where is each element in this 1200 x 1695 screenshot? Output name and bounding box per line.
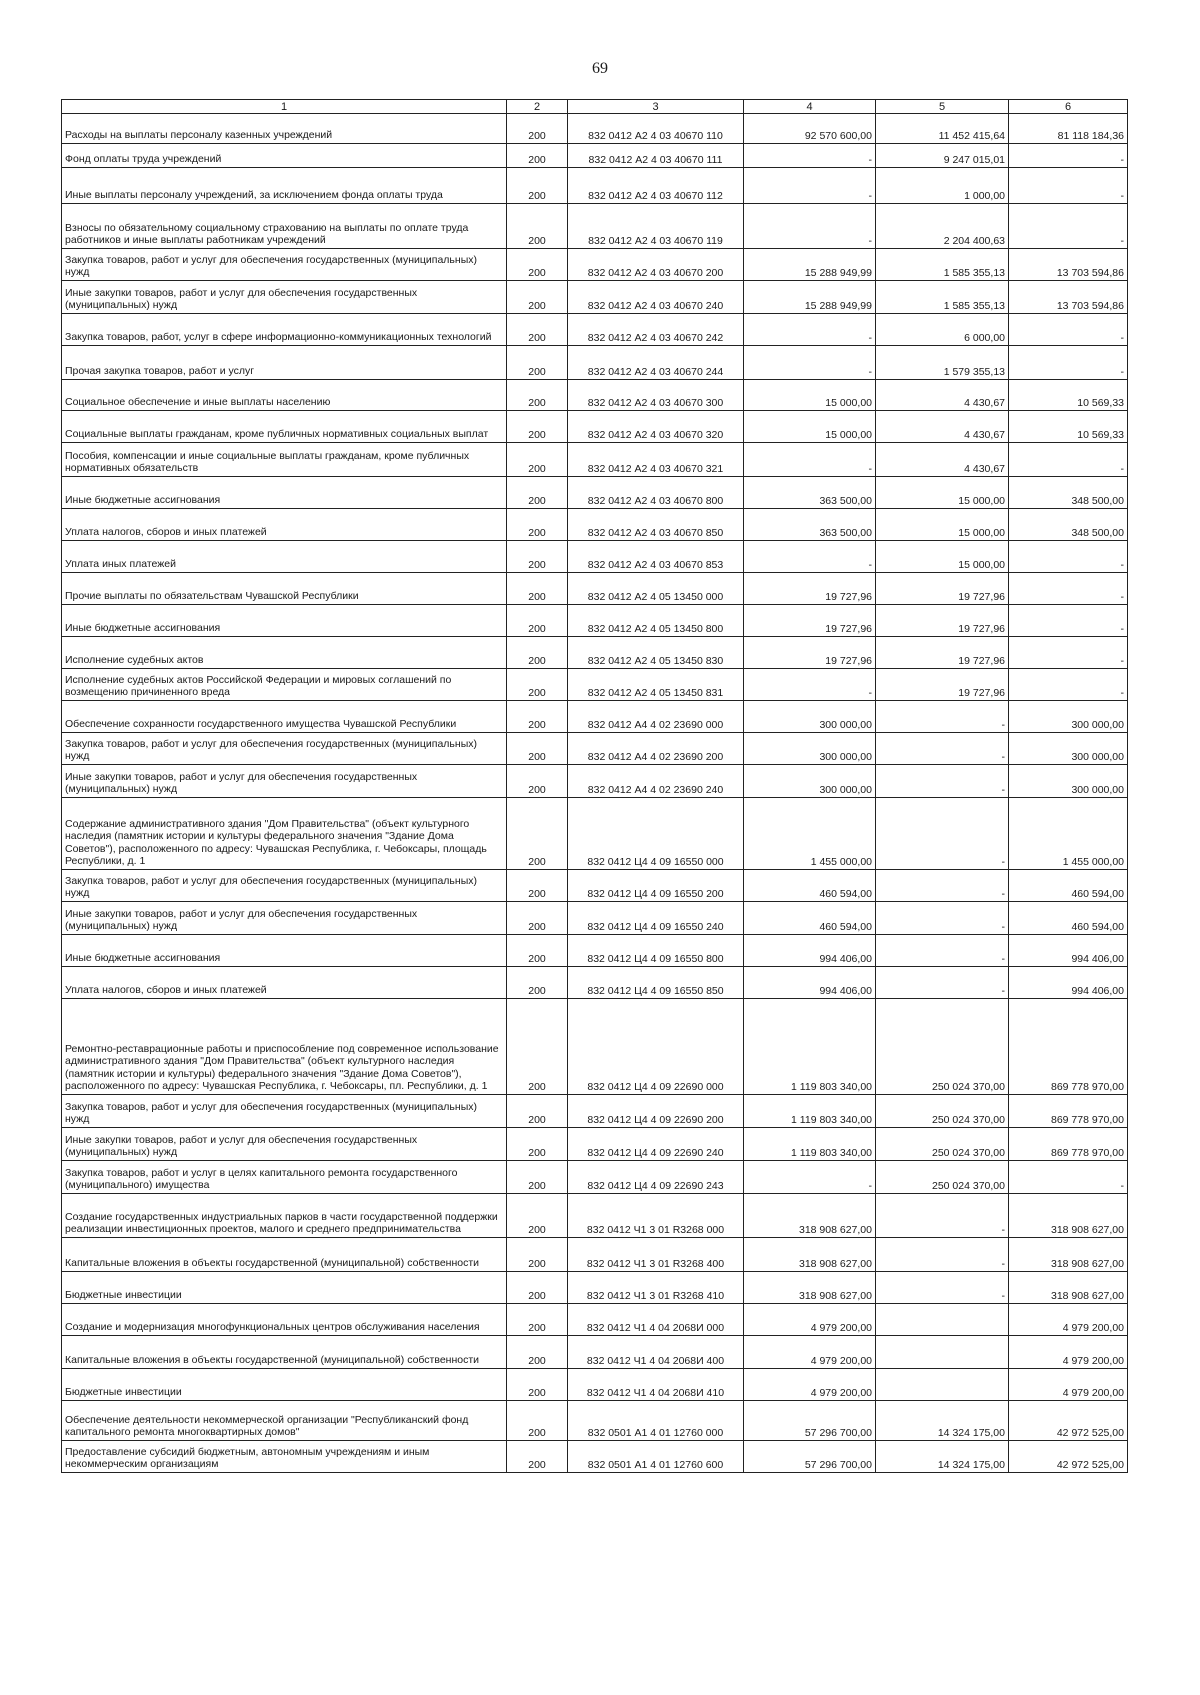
cell-code: 200	[507, 380, 568, 411]
cell-c4: 994 406,00	[744, 935, 876, 967]
cell-name: Пособия, компенсации и иные социальные выплаты гражданам, кроме публичных нормативных обязательств	[62, 443, 507, 477]
cell-kbk: 832 0412 А2 4 05 13450 800	[568, 605, 744, 637]
table-row	[62, 967, 1128, 999]
table-row	[62, 1304, 1128, 1336]
table-row	[62, 798, 1128, 870]
cell-c5: 1 585 355,13	[876, 281, 1009, 314]
cell-kbk: 832 0412 А2 4 03 40670 800	[568, 477, 744, 509]
cell-code: 200	[507, 509, 568, 541]
cell-kbk: 832 0412 А2 4 03 40670 110	[568, 114, 744, 144]
cell-c6: 42 972 525,00	[1009, 1401, 1128, 1441]
table-row	[62, 114, 1128, 144]
cell-name: Ремонтно-реставрационные работы и приспособление под современное использование административного здания "Дом Правительства" (объект культурного наследия (памятник истории и культуры) федерального значения "Здание Дома Советов"), расположенного по адресу: Чувашская Республика, г. Чебоксары, пл. Республики, д. 1	[62, 999, 507, 1095]
table-row	[62, 605, 1128, 637]
cell-name: Иные бюджетные ассигнования	[62, 605, 507, 637]
cell-c5: 4 430,67	[876, 411, 1009, 443]
cell-c4: 318 908 627,00	[744, 1272, 876, 1304]
cell-code: 200	[507, 1441, 568, 1473]
cell-c6: 869 778 970,00	[1009, 1128, 1128, 1161]
cell-name: Закупка товаров, работ и услуг для обеспечения государственных (муниципальных) нужд	[62, 249, 507, 281]
cell-kbk: 832 0412 Ч1 3 01 R3268 400	[568, 1238, 744, 1272]
cell-c5: 1 000,00	[876, 168, 1009, 204]
cell-c4: -	[744, 314, 876, 346]
cell-c4: 460 594,00	[744, 870, 876, 902]
cell-code: 200	[507, 701, 568, 733]
cell-c5: 15 000,00	[876, 541, 1009, 573]
cell-name: Создание и модернизация многофункциональных центров обслуживания населения	[62, 1304, 507, 1336]
col-header-4: 4	[744, 100, 876, 114]
cell-c5: -	[876, 765, 1009, 798]
cell-c6: 994 406,00	[1009, 935, 1128, 967]
cell-code: 200	[507, 1336, 568, 1369]
cell-c5: -	[876, 870, 1009, 902]
cell-kbk: 832 0412 А2 4 03 40670 240	[568, 281, 744, 314]
cell-c4: -	[744, 144, 876, 168]
table-row	[62, 411, 1128, 443]
col-header-5: 5	[876, 100, 1009, 114]
cell-c5: 250 024 370,00	[876, 999, 1009, 1095]
cell-kbk: 832 0412 А2 4 03 40670 853	[568, 541, 744, 573]
cell-kbk: 832 0412 А2 4 03 40670 850	[568, 509, 744, 541]
cell-name: Бюджетные инвестиции	[62, 1272, 507, 1304]
cell-c6: 318 908 627,00	[1009, 1238, 1128, 1272]
cell-kbk: 832 0412 Ц4 4 09 16550 000	[568, 798, 744, 870]
header-row	[62, 100, 1128, 114]
cell-name: Прочая закупка товаров, работ и услуг	[62, 346, 507, 380]
cell-code: 200	[507, 637, 568, 669]
cell-kbk: 832 0412 Ц4 4 09 22690 240	[568, 1128, 744, 1161]
cell-c4: 318 908 627,00	[744, 1238, 876, 1272]
table-row	[62, 573, 1128, 605]
cell-c4: 1 119 803 340,00	[744, 1128, 876, 1161]
cell-c6: -	[1009, 637, 1128, 669]
cell-c5: -	[876, 902, 1009, 935]
table-row	[62, 1194, 1128, 1238]
cell-c4: 318 908 627,00	[744, 1194, 876, 1238]
cell-kbk: 832 0412 А2 4 05 13450 000	[568, 573, 744, 605]
cell-c4: 1 455 000,00	[744, 798, 876, 870]
cell-c4: -	[744, 168, 876, 204]
cell-code: 200	[507, 1095, 568, 1128]
cell-c4: 1 119 803 340,00	[744, 1095, 876, 1128]
cell-c6: 460 594,00	[1009, 902, 1128, 935]
cell-c5: 9 247 015,01	[876, 144, 1009, 168]
cell-c6: -	[1009, 541, 1128, 573]
cell-c5: -	[876, 1194, 1009, 1238]
cell-name: Исполнение судебных актов Российской Федерации и мировых соглашений по возмещению причиненного вреда	[62, 669, 507, 701]
cell-c5: 250 024 370,00	[876, 1161, 1009, 1194]
cell-c5	[876, 1336, 1009, 1369]
cell-name: Капитальные вложения в объекты государственной (муниципальной) собственности	[62, 1336, 507, 1369]
cell-c4: 363 500,00	[744, 509, 876, 541]
cell-c4: -	[744, 204, 876, 249]
cell-c5: -	[876, 733, 1009, 765]
cell-c4: 15 000,00	[744, 411, 876, 443]
cell-name: Иные бюджетные ассигнования	[62, 477, 507, 509]
cell-kbk: 832 0412 Ч1 4 04 2068И 400	[568, 1336, 744, 1369]
cell-c6: 869 778 970,00	[1009, 999, 1128, 1095]
cell-code: 200	[507, 870, 568, 902]
cell-name: Закупка товаров, работ, услуг в сфере информационно-коммуникационных технологий	[62, 314, 507, 346]
cell-c6: -	[1009, 204, 1128, 249]
table-row	[62, 281, 1128, 314]
cell-c6: 4 979 200,00	[1009, 1369, 1128, 1401]
cell-c5: 11 452 415,64	[876, 114, 1009, 144]
cell-c5: -	[876, 1272, 1009, 1304]
table-row	[62, 701, 1128, 733]
cell-c6: 13 703 594,86	[1009, 281, 1128, 314]
cell-c4: 4 979 200,00	[744, 1336, 876, 1369]
cell-c6: 348 500,00	[1009, 477, 1128, 509]
cell-code: 200	[507, 765, 568, 798]
cell-c6: 318 908 627,00	[1009, 1272, 1128, 1304]
cell-c5: -	[876, 1238, 1009, 1272]
cell-c5: -	[876, 701, 1009, 733]
cell-c4: 15 288 949,99	[744, 281, 876, 314]
cell-code: 200	[507, 114, 568, 144]
table-row	[62, 870, 1128, 902]
table-row	[62, 1128, 1128, 1161]
cell-name: Закупка товаров, работ и услуг для обеспечения государственных (муниципальных) нужд	[62, 1095, 507, 1128]
cell-c5: 19 727,96	[876, 573, 1009, 605]
table-row	[62, 669, 1128, 701]
cell-kbk: 832 0412 Ч1 4 04 2068И 000	[568, 1304, 744, 1336]
cell-c6: -	[1009, 144, 1128, 168]
cell-c6: 4 979 200,00	[1009, 1304, 1128, 1336]
cell-c5: 4 430,67	[876, 443, 1009, 477]
cell-c6: 42 972 525,00	[1009, 1441, 1128, 1473]
table-row	[62, 1238, 1128, 1272]
cell-name: Создание государственных индустриальных парков в части государственной поддержки реализации инвестиционных проектов, малого и среднего предпринимательства	[62, 1194, 507, 1238]
cell-name: Расходы на выплаты персоналу казенных учреждений	[62, 114, 507, 144]
cell-c4: 15 000,00	[744, 380, 876, 411]
cell-kbk: 832 0412 А2 4 03 40670 300	[568, 380, 744, 411]
cell-c5: 19 727,96	[876, 637, 1009, 669]
table-row	[62, 902, 1128, 935]
cell-c4: -	[744, 541, 876, 573]
cell-name: Уплата налогов, сборов и иных платежей	[62, 509, 507, 541]
cell-c5	[876, 1369, 1009, 1401]
cell-c4: -	[744, 346, 876, 380]
cell-kbk: 832 0501 А1 4 01 12760 600	[568, 1441, 744, 1473]
table-row	[62, 477, 1128, 509]
table-row	[62, 733, 1128, 765]
page-number: 69	[592, 60, 608, 77]
cell-name: Исполнение судебных актов	[62, 637, 507, 669]
cell-name: Иные закупки товаров, работ и услуг для обеспечения государственных (муниципальных) нужд	[62, 765, 507, 798]
table-row	[62, 1401, 1128, 1441]
cell-kbk: 832 0412 Ц4 4 09 22690 000	[568, 999, 744, 1095]
table-row	[62, 346, 1128, 380]
table-body	[62, 114, 1128, 1473]
table-row	[62, 637, 1128, 669]
cell-c6: 4 979 200,00	[1009, 1336, 1128, 1369]
cell-name: Содержание административного здания "Дом Правительства" (объект культурного наследия (памятник истории и культуры федерального значения "Здание Дома Советов"), расположенного по адресу: Чувашская Республика, г. Чебоксары, площадь Республики, д. 1	[62, 798, 507, 870]
table-row	[62, 1369, 1128, 1401]
cell-kbk: 832 0412 А2 4 05 13450 830	[568, 637, 744, 669]
cell-c5: 19 727,96	[876, 605, 1009, 637]
col-header-2: 2	[507, 100, 568, 114]
cell-name: Фонд оплаты труда учреждений	[62, 144, 507, 168]
table-row	[62, 935, 1128, 967]
cell-c6: -	[1009, 1161, 1128, 1194]
cell-name: Иные закупки товаров, работ и услуг для обеспечения государственных (муниципальных) нужд	[62, 281, 507, 314]
cell-code: 200	[507, 999, 568, 1095]
cell-c6: -	[1009, 605, 1128, 637]
cell-c5	[876, 1304, 1009, 1336]
cell-c5: 250 024 370,00	[876, 1095, 1009, 1128]
cell-c5: -	[876, 967, 1009, 999]
cell-code: 200	[507, 541, 568, 573]
table-row	[62, 204, 1128, 249]
cell-name: Закупка товаров, работ и услуг в целях капитального ремонта государственного (муниципального) имущества	[62, 1161, 507, 1194]
table-row	[62, 1441, 1128, 1473]
cell-name: Социальное обеспечение и иные выплаты населению	[62, 380, 507, 411]
cell-kbk: 832 0412 Ц4 4 09 22690 243	[568, 1161, 744, 1194]
cell-c6: 348 500,00	[1009, 509, 1128, 541]
cell-kbk: 832 0412 Ц4 4 09 16550 200	[568, 870, 744, 902]
cell-name: Иные выплаты персоналу учреждений, за исключением фонда оплаты труда	[62, 168, 507, 204]
cell-kbk: 832 0412 Ч1 4 04 2068И 410	[568, 1369, 744, 1401]
table-row	[62, 168, 1128, 204]
cell-kbk: 832 0501 А1 4 01 12760 000	[568, 1401, 744, 1441]
cell-kbk: 832 0412 Ц4 4 09 22690 200	[568, 1095, 744, 1128]
cell-c4: 4 979 200,00	[744, 1369, 876, 1401]
cell-kbk: 832 0412 А2 4 03 40670 200	[568, 249, 744, 281]
cell-c6: -	[1009, 443, 1128, 477]
cell-c5: 14 324 175,00	[876, 1441, 1009, 1473]
cell-name: Иные закупки товаров, работ и услуг для обеспечения государственных (муниципальных) нужд	[62, 902, 507, 935]
cell-name: Прочие выплаты по обязательствам Чувашской Республики	[62, 573, 507, 605]
cell-c5: 1 579 355,13	[876, 346, 1009, 380]
cell-kbk: 832 0412 А2 4 05 13450 831	[568, 669, 744, 701]
table-row	[62, 999, 1128, 1095]
cell-name: Закупка товаров, работ и услуг для обеспечения государственных (муниципальных) нужд	[62, 870, 507, 902]
cell-c4: 994 406,00	[744, 967, 876, 999]
table-row	[62, 380, 1128, 411]
cell-c4: 300 000,00	[744, 765, 876, 798]
cell-code: 200	[507, 967, 568, 999]
cell-c6: 300 000,00	[1009, 701, 1128, 733]
col-header-6: 6	[1009, 100, 1128, 114]
cell-c6: 1 455 000,00	[1009, 798, 1128, 870]
cell-code: 200	[507, 1128, 568, 1161]
cell-c4: 92 570 600,00	[744, 114, 876, 144]
col-header-3: 3	[568, 100, 744, 114]
cell-c6: -	[1009, 168, 1128, 204]
cell-name: Иные бюджетные ассигнования	[62, 935, 507, 967]
table-header	[62, 100, 1128, 114]
cell-kbk: 832 0412 А2 4 03 40670 321	[568, 443, 744, 477]
cell-code: 200	[507, 144, 568, 168]
cell-kbk: 832 0412 А2 4 03 40670 119	[568, 204, 744, 249]
cell-code: 200	[507, 346, 568, 380]
cell-kbk: 832 0412 Ч1 3 01 R3268 000	[568, 1194, 744, 1238]
table-row	[62, 541, 1128, 573]
cell-code: 200	[507, 314, 568, 346]
cell-code: 200	[507, 1369, 568, 1401]
table-row	[62, 249, 1128, 281]
cell-c6: 10 569,33	[1009, 380, 1128, 411]
cell-code: 200	[507, 798, 568, 870]
cell-c6: -	[1009, 314, 1128, 346]
cell-code: 200	[507, 1194, 568, 1238]
cell-kbk: 832 0412 А2 4 03 40670 111	[568, 144, 744, 168]
cell-code: 200	[507, 249, 568, 281]
cell-c5: 2 204 400,63	[876, 204, 1009, 249]
cell-kbk: 832 0412 Ц4 4 09 16550 800	[568, 935, 744, 967]
cell-c5: 1 585 355,13	[876, 249, 1009, 281]
cell-code: 200	[507, 935, 568, 967]
cell-kbk: 832 0412 А2 4 03 40670 320	[568, 411, 744, 443]
cell-kbk: 832 0412 А4 4 02 23690 200	[568, 733, 744, 765]
cell-kbk: 832 0412 А2 4 03 40670 112	[568, 168, 744, 204]
cell-c5: 15 000,00	[876, 509, 1009, 541]
cell-c4: 19 727,96	[744, 605, 876, 637]
cell-c4: 15 288 949,99	[744, 249, 876, 281]
cell-code: 200	[507, 1401, 568, 1441]
cell-code: 200	[507, 902, 568, 935]
cell-c5: 250 024 370,00	[876, 1128, 1009, 1161]
table-row	[62, 1336, 1128, 1369]
cell-c6: 994 406,00	[1009, 967, 1128, 999]
cell-kbk: 832 0412 Ц4 4 09 16550 850	[568, 967, 744, 999]
cell-c4: 19 727,96	[744, 573, 876, 605]
cell-kbk: 832 0412 А2 4 03 40670 242	[568, 314, 744, 346]
cell-c5: 4 430,67	[876, 380, 1009, 411]
cell-c6: -	[1009, 669, 1128, 701]
cell-c6: 318 908 627,00	[1009, 1194, 1128, 1238]
cell-code: 200	[507, 1161, 568, 1194]
cell-c5: -	[876, 798, 1009, 870]
cell-code: 200	[507, 1238, 568, 1272]
cell-name: Капитальные вложения в объекты государственной (муниципальной) собственности	[62, 1238, 507, 1272]
cell-c4: -	[744, 1161, 876, 1194]
cell-kbk: 832 0412 Ч1 3 01 R3268 410	[568, 1272, 744, 1304]
cell-name: Предоставление субсидий бюджетным, автономным учреждениям и иным некоммерческим организациям	[62, 1441, 507, 1473]
cell-kbk: 832 0412 А4 4 02 23690 000	[568, 701, 744, 733]
cell-c4: 1 119 803 340,00	[744, 999, 876, 1095]
cell-c5: 14 324 175,00	[876, 1401, 1009, 1441]
cell-c5: 19 727,96	[876, 669, 1009, 701]
cell-name: Уплата налогов, сборов и иных платежей	[62, 967, 507, 999]
cell-name: Социальные выплаты гражданам, кроме публичных нормативных социальных выплат	[62, 411, 507, 443]
cell-c4: 300 000,00	[744, 733, 876, 765]
cell-c4: 57 296 700,00	[744, 1441, 876, 1473]
cell-name: Обеспечение сохранности государственного имущества Чувашской Республики	[62, 701, 507, 733]
cell-c6: 869 778 970,00	[1009, 1095, 1128, 1128]
cell-code: 200	[507, 281, 568, 314]
cell-name: Взносы по обязательному социальному страхованию на выплаты по оплате труда работников и иные выплаты работникам учреждений	[62, 204, 507, 249]
table-row	[62, 443, 1128, 477]
table-row	[62, 1095, 1128, 1128]
cell-code: 200	[507, 669, 568, 701]
cell-name: Закупка товаров, работ и услуг для обеспечения государственных (муниципальных) нужд	[62, 733, 507, 765]
cell-c5: -	[876, 935, 1009, 967]
cell-code: 200	[507, 573, 568, 605]
cell-code: 200	[507, 477, 568, 509]
cell-c4: 57 296 700,00	[744, 1401, 876, 1441]
budget-table	[61, 99, 1128, 1473]
cell-c6: 81 118 184,36	[1009, 114, 1128, 144]
cell-c6: 300 000,00	[1009, 765, 1128, 798]
cell-code: 200	[507, 204, 568, 249]
cell-c4: 460 594,00	[744, 902, 876, 935]
cell-c6: 10 569,33	[1009, 411, 1128, 443]
table-row	[62, 314, 1128, 346]
cell-c4: -	[744, 443, 876, 477]
cell-name: Уплата иных платежей	[62, 541, 507, 573]
cell-code: 200	[507, 1272, 568, 1304]
cell-code: 200	[507, 443, 568, 477]
cell-kbk: 832 0412 А4 4 02 23690 240	[568, 765, 744, 798]
cell-c4: 19 727,96	[744, 637, 876, 669]
table-row	[62, 765, 1128, 798]
cell-code: 200	[507, 605, 568, 637]
cell-name: Иные закупки товаров, работ и услуг для обеспечения государственных (муниципальных) нужд	[62, 1128, 507, 1161]
cell-c4: 4 979 200,00	[744, 1304, 876, 1336]
cell-c6: -	[1009, 346, 1128, 380]
table-row	[62, 1161, 1128, 1194]
cell-c4: 300 000,00	[744, 701, 876, 733]
table-row	[62, 509, 1128, 541]
cell-c6: 300 000,00	[1009, 733, 1128, 765]
cell-c4: -	[744, 669, 876, 701]
cell-name: Обеспечение деятельности некоммерческой организации "Республиканский фонд капитального ремонта многоквартирных домов"	[62, 1401, 507, 1441]
cell-code: 200	[507, 168, 568, 204]
col-header-1: 1	[62, 100, 507, 114]
table-row	[62, 144, 1128, 168]
cell-c4: 363 500,00	[744, 477, 876, 509]
cell-code: 200	[507, 733, 568, 765]
cell-kbk: 832 0412 Ц4 4 09 16550 240	[568, 902, 744, 935]
cell-code: 200	[507, 1304, 568, 1336]
cell-code: 200	[507, 411, 568, 443]
cell-c6: 13 703 594,86	[1009, 249, 1128, 281]
cell-c5: 15 000,00	[876, 477, 1009, 509]
cell-c6: -	[1009, 573, 1128, 605]
cell-name: Бюджетные инвестиции	[62, 1369, 507, 1401]
cell-c6: 460 594,00	[1009, 870, 1128, 902]
table-row	[62, 1272, 1128, 1304]
cell-kbk: 832 0412 А2 4 03 40670 244	[568, 346, 744, 380]
cell-c5: 6 000,00	[876, 314, 1009, 346]
